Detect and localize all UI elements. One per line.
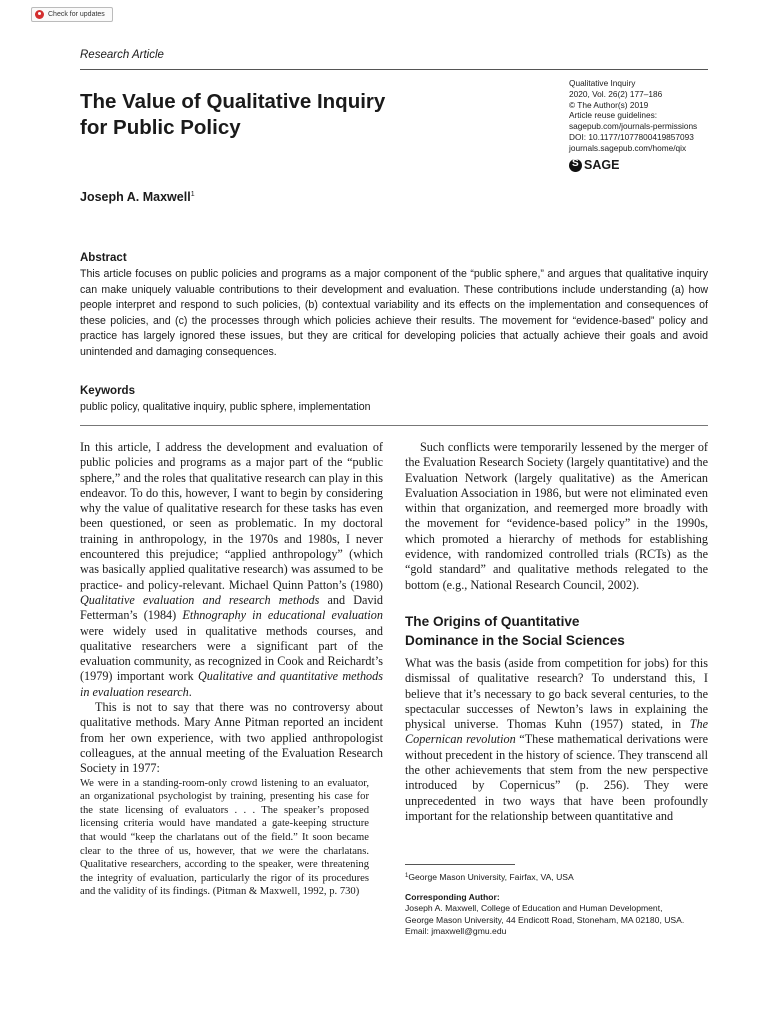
keywords-heading: Keywords: [80, 385, 135, 397]
update-icon: [35, 10, 44, 19]
body-column-left: [80, 440, 383, 899]
journal-info: [569, 78, 729, 154]
journal-volume: 2020, Vol. 26(2) 177–186: [569, 88, 663, 99]
title-line-1: The Value of Qualitative Inquiry: [80, 90, 386, 113]
article-title: [80, 89, 500, 141]
body-paragraph: [405, 656, 708, 824]
footnote-rule: [405, 864, 515, 865]
sage-logo-icon: [569, 159, 582, 172]
publisher-logo: [569, 158, 619, 172]
publisher-name: SAGE: [584, 158, 620, 172]
keywords-text: public policy, qualitative inquiry, public sphere, implementation: [80, 401, 371, 413]
affiliation-text: George Mason University, Fairfax, VA, USA: [408, 872, 574, 882]
book-title: Ethnography in educational evaluation: [182, 608, 383, 623]
body-paragraph: This is not to say that there was no controversy about qualitative methods. Mary Anne Pitman reported an incident from her own experience, with two applied anthropologist colleagues, at the annual meeting of the Evaluation Research Society in 1977:: [80, 700, 383, 776]
affiliation-note: [405, 871, 708, 884]
author-name-text: Joseph A. Maxwell: [80, 190, 191, 204]
footnotes: [405, 871, 708, 938]
section-heading-line-1: The Origins of Quantitative: [405, 613, 580, 629]
book-title: The Copernican revolution: [405, 717, 708, 747]
article-type: Research Article: [80, 49, 164, 61]
journal-reuse: Article reuse guidelines:: [569, 110, 658, 121]
text-run: were the charlatans. Qualitative researchers, according to the speaker, were threatening the integrity of evaluation, particularly the rigor of its procedures and the validity of its findings. (Pitman & Maxwell, 1992, p. 730): [80, 845, 369, 898]
block-quote: [80, 777, 369, 899]
journal-doi[interactable]: DOI: 10.1177/1077800419857093: [569, 131, 694, 142]
emphasis: we: [261, 845, 274, 857]
text-run: .: [188, 684, 192, 699]
text-run: were widely used in qualitative methods courses, and qualitative researchers were a significant part of the evaluation community, as recognized in Cook and Reichardt’s (1979) important work: [80, 623, 383, 684]
body-column-right: [405, 440, 708, 824]
journal-name: Qualitative Inquiry: [569, 78, 636, 88]
abstract-heading: Abstract: [80, 252, 127, 264]
corresponding-author-address: George Mason University, 44 Endicott Road, Stoneham, MA 02180, USA.: [405, 914, 685, 925]
text-run: “These mathematical derivations were without precedent in the history of science. They transcend all the other achievements that stem from the new perspective introduced by Copernicus” (p. 256). They were unprecedented in two ways that have been profoundly important for the relationship between quantitative and: [405, 732, 709, 823]
author-name: [80, 190, 195, 204]
section-heading: [405, 612, 708, 650]
body-paragraph: [80, 440, 383, 700]
journal-home-link[interactable]: journals.sagepub.com/home/qix: [569, 142, 687, 153]
corresponding-author-email[interactable]: Email: jmaxwell@gmu.edu: [405, 926, 507, 937]
book-title: Qualitative evaluation and research methods: [80, 592, 320, 607]
journal-permissions-link[interactable]: sagepub.com/journals-permissions: [569, 121, 698, 132]
text-run: In this article, I address the development and evaluation of public policies and programs as a major part of the “public sphere,” and the roles that qualitative research can play in this endeavor. To do this, however, I want to begin by considering why the value of qualitative research for these tasks has even been questioned, or seen as problematic. In my doctoral training in anthropology, in the 1970s and 1980s, I never encountered this prejudice; “applied anthropology” (which was basically applied qualitative research) was assumed to be practice- and policy-relevant. Michael Quinn Patton’s (1980): [80, 440, 383, 592]
corresponding-author-line: Joseph A. Maxwell, College of Education and Human Development,: [405, 903, 663, 914]
text-run: We were in a standing-room-only crowd listening to an evaluator, an organizational psychologist by training, presenting his case for the state licensing of evaluators . . . The speaker’s proposed licensing criteria would have mandated a gate-keeping structure that would “keep the charlatans out of the field.” It soon became clear to the three of us, however, that: [80, 777, 369, 857]
text-run: What was the basis (aside from competition for jobs) for this dismissal of qualitative research? To understand this, I believe that it’s necessary to go back several centuries, to the spectacular successes of Newton’s laws in explaining the physical universe. Thomas Kuhn (1957) stated, in: [405, 655, 708, 732]
header-rule: [80, 69, 708, 70]
book-title: Qualitative and quantitative methods in evaluation research: [80, 669, 383, 699]
keywords-rule: [80, 425, 708, 426]
corresponding-author-heading: Corresponding Author:: [405, 891, 500, 902]
title-line-2: for Public Policy: [80, 116, 241, 139]
body-paragraph: Such conflicts were temporarily lessened by the merger of the Evaluation Research Society (largely quantitative) and the Evaluation Network (largely qualitative) as the American Evaluation Association in 1986, but were not eliminated even within that organization, and reemerged more broadly with the movement for “evidence-based policy” in the 1990s, which promoted a hierarchy of methods for establishing evidence, with randomized controlled trials (RCTs) as the “gold standard” and qualitative methods relegated to the bottom (e.g., National Research Council, 2002).: [405, 440, 708, 592]
badge-label: Check for updates: [48, 11, 105, 18]
check-for-updates-badge[interactable]: [31, 7, 113, 22]
journal-copyright: © The Author(s) 2019: [569, 99, 649, 110]
author-affil-mark: 1: [190, 191, 195, 198]
abstract-text: This article focuses on public policies and programs as a major component of the “public sphere,” and argues that qualitative inquiry can make uniquely valuable contributions to their development and evaluation. These contributions include understanding (a) how people interpret and respond to such policies, (b) contextual variability and its effects on the implementation and consequences of these policies, and (c) the processes through which policies achieve their results. The movement for “evidence-based” policy and practice has largely ignored these issues, but they are critical for developing policies that actually achieve their goals and avoid unintended and damaging consequences.: [80, 268, 708, 358]
text-run: and David Fetterman’s (1984): [80, 592, 384, 623]
affil-mark: 1: [405, 873, 409, 879]
section-heading-line-2: Dominance in the Social Sciences: [405, 632, 625, 648]
